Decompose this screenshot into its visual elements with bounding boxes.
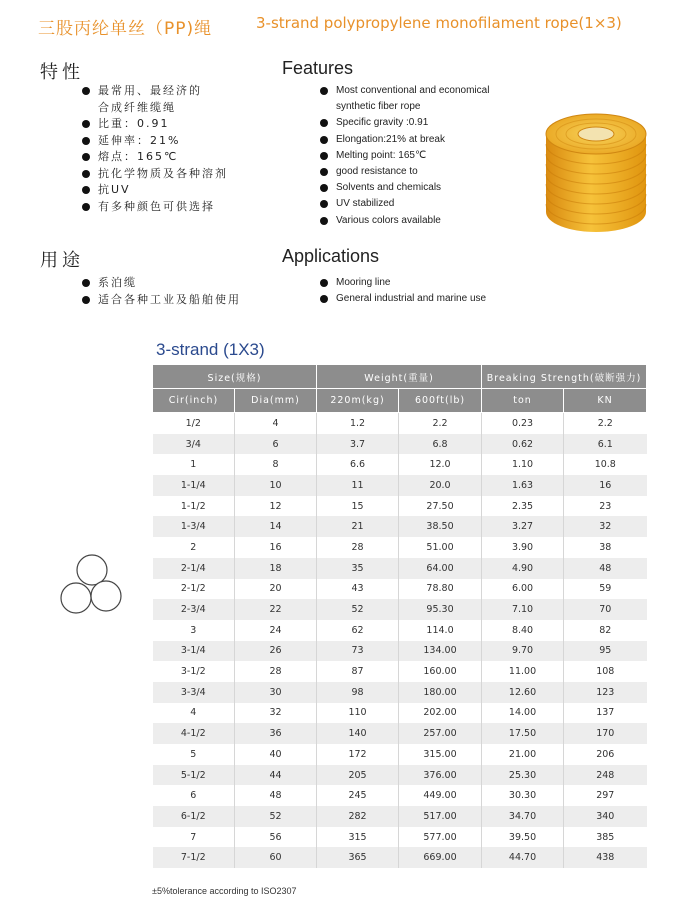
bullet-icon	[82, 279, 90, 287]
bullet-icon	[320, 217, 328, 225]
table-cell: 60	[235, 847, 317, 868]
column-header-ton: ton	[482, 389, 564, 413]
table-cell: 26	[235, 641, 317, 662]
applications-list-en	[320, 275, 486, 307]
list-item	[320, 180, 489, 196]
bullet-icon	[82, 170, 90, 178]
list-item	[82, 182, 228, 199]
table-cell: 64.00	[399, 558, 482, 579]
list-item	[320, 213, 489, 229]
table-cell: 11.00	[482, 661, 564, 682]
table-cell: 21.00	[482, 744, 564, 765]
table-cell: 35	[317, 558, 399, 579]
table-cell: 11	[317, 475, 399, 496]
table-row	[153, 599, 647, 620]
table-cell: 160.00	[399, 661, 482, 682]
table-cell: 48	[564, 558, 647, 579]
list-item	[82, 166, 228, 183]
table-cell: 3-1/4	[153, 641, 235, 662]
table-cell: 30	[235, 682, 317, 703]
table-cell: 245	[317, 785, 399, 806]
table-cell: 257.00	[399, 723, 482, 744]
table-cell: 5	[153, 744, 235, 765]
table-cell: 14	[235, 516, 317, 537]
group-header-breaking-strength: Breaking Strength(破断强力)	[482, 365, 647, 389]
bullet-icon	[82, 87, 90, 95]
table-cell: 32	[235, 703, 317, 724]
table-cell: 82	[564, 620, 647, 641]
bullet-icon	[320, 136, 328, 144]
table-title: 3-strand (1X3)	[156, 340, 265, 359]
table-row	[153, 537, 647, 558]
features-list-zh	[82, 83, 228, 215]
table-row	[153, 723, 647, 744]
table-cell: 282	[317, 806, 399, 827]
bullet-icon	[320, 279, 328, 287]
list-item-text: Most conventional and economical	[336, 85, 490, 96]
list-item-text: 系泊缆	[98, 276, 137, 289]
features-heading-zh: 特性	[40, 62, 84, 83]
spec-table-body	[153, 413, 647, 869]
table-cell: 1.2	[317, 413, 399, 434]
table-cell: 16	[564, 475, 647, 496]
list-item-text: 延伸率：21%	[98, 133, 181, 147]
table-cell: 18	[235, 558, 317, 579]
table-cell: 6.1	[564, 434, 647, 455]
table-cell: 2-3/4	[153, 599, 235, 620]
table-cell: 438	[564, 847, 647, 868]
bullet-icon	[320, 119, 328, 127]
list-item-text: Specific gravity :0.91	[336, 117, 429, 129]
table-cell: 1-1/2	[153, 496, 235, 517]
list-item-text: 熔点：165℃	[98, 150, 179, 163]
list-item-text: 最常用、最经济的	[98, 84, 202, 97]
bullet-icon	[320, 295, 328, 303]
table-cell: 52	[317, 599, 399, 620]
table-row	[153, 558, 647, 579]
table-cell: 28	[317, 537, 399, 558]
table-cell: 3.90	[482, 537, 564, 558]
table-cell: 205	[317, 765, 399, 786]
bullet-icon	[82, 120, 90, 128]
table-cell: 3/4	[153, 434, 235, 455]
list-item	[82, 149, 228, 166]
table-row	[153, 454, 647, 475]
list-item-text: good resistance to	[336, 166, 418, 178]
table-cell: 22	[235, 599, 317, 620]
table-cell: 6-1/2	[153, 806, 235, 827]
list-item	[320, 164, 489, 180]
table-cell: 27.50	[399, 496, 482, 517]
table-cell: 73	[317, 641, 399, 662]
list-item	[82, 275, 241, 292]
table-row	[153, 620, 647, 641]
table-row	[153, 765, 647, 786]
list-item-text: 适合各种工业及船舶使用	[98, 292, 241, 306]
list-item	[320, 83, 489, 99]
table-cell: 108	[564, 661, 647, 682]
table-row	[153, 641, 647, 662]
table-row	[153, 806, 647, 827]
table-group-header-row	[153, 365, 647, 389]
table-cell: 10	[235, 475, 317, 496]
table-cell: 1/2	[153, 413, 235, 434]
column-header-weight-220m: 220m(kg)	[317, 389, 399, 413]
page-title-zh: 三股丙纶单丝（PP)绳	[38, 19, 213, 39]
list-item-text: Melting point: 165℃	[336, 149, 427, 161]
table-cell: 24	[235, 620, 317, 641]
table-cell: 28	[235, 661, 317, 682]
bullet-icon	[82, 137, 90, 145]
group-header-weight: Weight(重量)	[317, 365, 482, 389]
table-cell: 172	[317, 744, 399, 765]
list-item	[320, 115, 489, 131]
table-cell: 87	[317, 661, 399, 682]
table-cell: 98	[317, 682, 399, 703]
table-cell: 517.00	[399, 806, 482, 827]
table-row	[153, 413, 647, 434]
table-cell: 7	[153, 827, 235, 848]
table-column-header-row	[153, 389, 647, 413]
table-cell: 20.0	[399, 475, 482, 496]
table-cell: 6.6	[317, 454, 399, 475]
table-cell: 315.00	[399, 744, 482, 765]
table-cell: 2-1/4	[153, 558, 235, 579]
table-cell: 123	[564, 682, 647, 703]
list-item	[82, 100, 228, 117]
table-cell: 137	[564, 703, 647, 724]
table-cell: 1	[153, 454, 235, 475]
table-cell: 43	[317, 579, 399, 600]
list-item	[82, 116, 228, 133]
table-cell: 385	[564, 827, 647, 848]
list-item-text: 有多种颜色可供选择	[98, 199, 215, 213]
table-cell: 10.8	[564, 454, 647, 475]
table-cell: 7-1/2	[153, 847, 235, 868]
table-cell: 95.30	[399, 599, 482, 620]
table-cell: 2-1/2	[153, 579, 235, 600]
list-item-text: Elongation:21% at break	[336, 133, 445, 145]
table-cell: 315	[317, 827, 399, 848]
column-header-cir: Cir(inch)	[153, 389, 235, 413]
applications-list-zh	[82, 275, 241, 308]
bullet-icon	[320, 168, 328, 176]
table-cell: 110	[317, 703, 399, 724]
list-item	[320, 148, 489, 164]
table-cell: 1.10	[482, 454, 564, 475]
table-cell: 7.10	[482, 599, 564, 620]
table-cell: 8.40	[482, 620, 564, 641]
table-row	[153, 475, 647, 496]
table-cell: 4	[153, 703, 235, 724]
table-cell: 52	[235, 806, 317, 827]
table-cell: 12	[235, 496, 317, 517]
table-cell: 1.63	[482, 475, 564, 496]
list-item-text: 比重：0.91	[98, 117, 170, 130]
rope-coil-image	[540, 108, 652, 238]
bullet-icon	[320, 87, 328, 95]
table-cell: 2.2	[564, 413, 647, 434]
table-cell: 376.00	[399, 765, 482, 786]
list-item	[320, 132, 489, 148]
table-row	[153, 827, 647, 848]
list-item	[320, 196, 489, 212]
list-item	[320, 291, 486, 307]
table-cell: 6	[235, 434, 317, 455]
table-cell: 3.7	[317, 434, 399, 455]
bullet-icon	[82, 153, 90, 161]
table-cell: 202.00	[399, 703, 482, 724]
table-cell: 36	[235, 723, 317, 744]
table-cell: 6.8	[399, 434, 482, 455]
list-item	[82, 83, 228, 100]
table-cell: 34.70	[482, 806, 564, 827]
list-item-text: Solvents and chemicals	[336, 182, 442, 194]
table-cell: 44.70	[482, 847, 564, 868]
table-cell: 1-3/4	[153, 516, 235, 537]
table-cell: 15	[317, 496, 399, 517]
table-cell: 23	[564, 496, 647, 517]
column-header-kn: KN	[564, 389, 647, 413]
table-cell: 134.00	[399, 641, 482, 662]
table-cell: 3	[153, 620, 235, 641]
table-cell: 449.00	[399, 785, 482, 806]
bullet-icon	[82, 203, 90, 211]
table-cell: 48	[235, 785, 317, 806]
table-cell: 4.90	[482, 558, 564, 579]
applications-heading-zh: 用途	[40, 250, 84, 271]
table-cell: 0.23	[482, 413, 564, 434]
table-cell: 2.35	[482, 496, 564, 517]
table-cell: 1-1/4	[153, 475, 235, 496]
table-cell: 180.00	[399, 682, 482, 703]
table-cell: 206	[564, 744, 647, 765]
list-item	[82, 133, 228, 150]
bullet-icon	[320, 200, 328, 208]
table-cell: 2	[153, 537, 235, 558]
table-row	[153, 703, 647, 724]
list-item-text: 抗化学物质及各种溶剂	[98, 166, 228, 180]
table-cell: 40	[235, 744, 317, 765]
table-cell: 17.50	[482, 723, 564, 744]
rope-coil-icon	[540, 108, 652, 238]
table-cell: 114.0	[399, 620, 482, 641]
spec-table	[152, 364, 647, 868]
list-item-text: UV stabilized	[336, 198, 395, 210]
table-row	[153, 579, 647, 600]
table-cell: 577.00	[399, 827, 482, 848]
table-cell: 39.50	[482, 827, 564, 848]
table-cell: 669.00	[399, 847, 482, 868]
table-cell: 3-1/2	[153, 661, 235, 682]
table-cell: 6.00	[482, 579, 564, 600]
features-heading-en: Features	[282, 58, 354, 78]
table-row	[153, 496, 647, 517]
applications-heading-en: Applications	[282, 246, 380, 266]
table-cell: 38	[564, 537, 647, 558]
table-cell: 0.62	[482, 434, 564, 455]
table-row	[153, 847, 647, 868]
group-header-size: Size(规格)	[153, 365, 317, 389]
features-list-en	[320, 83, 489, 229]
list-item-text: General industrial and marine use	[336, 293, 487, 305]
table-cell: 12.60	[482, 682, 564, 703]
table-cell: 340	[564, 806, 647, 827]
bullet-icon	[320, 184, 328, 192]
table-cell: 4-1/2	[153, 723, 235, 744]
list-item	[320, 275, 486, 291]
table-cell: 78.80	[399, 579, 482, 600]
table-cell: 95	[564, 641, 647, 662]
table-cell: 248	[564, 765, 647, 786]
list-item	[320, 99, 489, 115]
table-cell: 21	[317, 516, 399, 537]
table-cell: 365	[317, 847, 399, 868]
list-item	[82, 199, 228, 216]
list-item-text: Various colors available	[336, 214, 441, 226]
table-cell: 62	[317, 620, 399, 641]
table-cell: 16	[235, 537, 317, 558]
table-cell: 297	[564, 785, 647, 806]
table-cell: 44	[235, 765, 317, 786]
list-item-text: synthetic fiber rope	[336, 101, 421, 113]
table-cell: 56	[235, 827, 317, 848]
list-item-text: 抗UV	[98, 183, 131, 196]
table-cell: 30.30	[482, 785, 564, 806]
table-cell: 8	[235, 454, 317, 475]
table-row	[153, 744, 647, 765]
tolerance-note: ±5%tolerance according to ISO2307	[152, 886, 297, 896]
table-cell: 3.27	[482, 516, 564, 537]
table-row	[153, 661, 647, 682]
table-row	[153, 434, 647, 455]
three-strand-cross-section-icon	[58, 552, 128, 618]
table-cell: 25.30	[482, 765, 564, 786]
table-row	[153, 785, 647, 806]
list-item-text: 合成纤维缆绳	[98, 100, 176, 114]
table-row	[153, 516, 647, 537]
table-cell: 51.00	[399, 537, 482, 558]
table-cell: 2.2	[399, 413, 482, 434]
table-cell: 170	[564, 723, 647, 744]
table-row	[153, 682, 647, 703]
bullet-icon	[320, 152, 328, 160]
table-cell: 59	[564, 579, 647, 600]
list-item	[82, 292, 241, 309]
bullet-icon	[82, 186, 90, 194]
table-cell: 32	[564, 516, 647, 537]
table-cell: 3-3/4	[153, 682, 235, 703]
table-cell: 9.70	[482, 641, 564, 662]
table-cell: 140	[317, 723, 399, 744]
list-item-text: Mooring line	[336, 277, 391, 288]
table-cell: 70	[564, 599, 647, 620]
table-cell: 6	[153, 785, 235, 806]
page-title-en: 3-strand polypropylene monofilament rope(1×3)	[256, 14, 622, 32]
column-header-weight-600ft: 600ft(lb)	[399, 389, 482, 413]
table-cell: 38.50	[399, 516, 482, 537]
table-cell: 12.0	[399, 454, 482, 475]
table-cell: 5-1/2	[153, 765, 235, 786]
table-cell: 4	[235, 413, 317, 434]
table-cell: 20	[235, 579, 317, 600]
table-cell: 14.00	[482, 703, 564, 724]
bullet-icon	[82, 296, 90, 304]
column-header-dia: Dia(mm)	[235, 389, 317, 413]
